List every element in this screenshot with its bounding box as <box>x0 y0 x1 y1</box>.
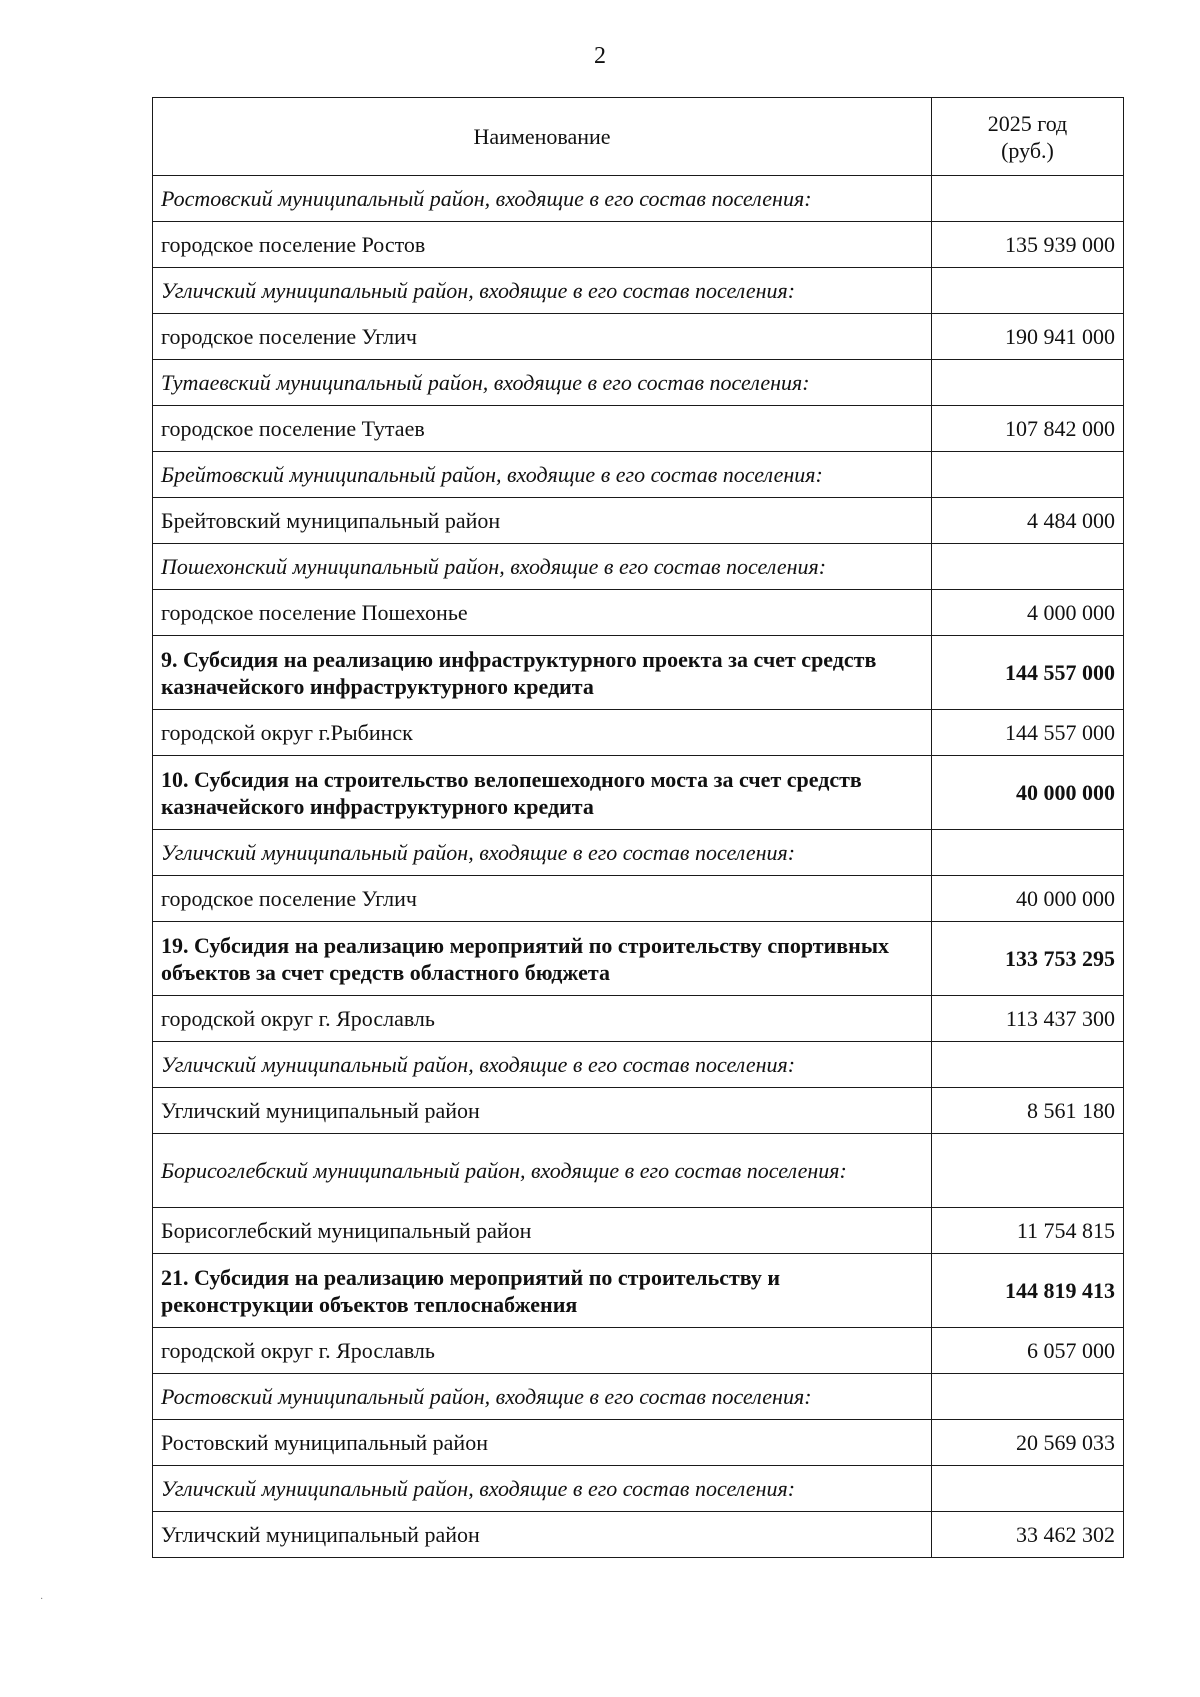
row-name: Угличский муниципальный район, входящие в его состав поселения: <box>153 1466 932 1512</box>
row-name: городское поселение Тутаев <box>153 406 932 452</box>
table-row-group <box>153 1042 1124 1088</box>
scan-speck: · <box>40 1594 44 1605</box>
table-row <box>153 498 1124 544</box>
table-row-section <box>153 922 1124 996</box>
row-name: Ростовский муниципальный район, входящие в его состав поселения: <box>153 176 932 222</box>
row-name: городское поселение Углич <box>153 314 932 360</box>
table-row-group <box>153 1374 1124 1420</box>
table-row-section <box>153 636 1124 710</box>
row-value: 135 939 000 <box>932 222 1124 268</box>
row-name: Ростовский муниципальный район <box>153 1420 932 1466</box>
row-name: Угличский муниципальный район, входящие в его состав поселения: <box>153 268 932 314</box>
row-name: Борисоглебский муниципальный район, входящие в его состав поселения: <box>153 1134 932 1208</box>
row-name: городской округ г. Ярославль <box>153 1328 932 1374</box>
row-name: Угличский муниципальный район <box>153 1088 932 1134</box>
section-name: 9. Субсидия на реализацию инфраструктурного проекта за счет средств казначейского инфраструктурного кредита <box>153 636 932 710</box>
table-row <box>153 314 1124 360</box>
row-value <box>932 1374 1124 1420</box>
table-row <box>153 996 1124 1042</box>
row-value: 11 754 815 <box>932 1208 1124 1254</box>
table-row <box>153 1208 1124 1254</box>
section-total: 40 000 000 <box>932 756 1124 830</box>
table-row <box>153 406 1124 452</box>
section-total: 144 557 000 <box>932 636 1124 710</box>
row-value: 40 000 000 <box>932 876 1124 922</box>
table-row <box>153 1420 1124 1466</box>
row-value: 144 557 000 <box>932 710 1124 756</box>
row-name: городской округ г.Рыбинск <box>153 710 932 756</box>
table-row <box>153 1328 1124 1374</box>
header-name: Наименование <box>153 98 932 176</box>
row-name: Угличский муниципальный район, входящие в его состав поселения: <box>153 1042 932 1088</box>
row-value: 190 941 000 <box>932 314 1124 360</box>
table-row-group <box>153 360 1124 406</box>
row-name: Тутаевский муниципальный район, входящие в его состав поселения: <box>153 360 932 406</box>
row-value <box>932 830 1124 876</box>
header-unit-label: (руб.) <box>1001 137 1054 163</box>
table-row <box>153 1088 1124 1134</box>
table-row-group <box>153 1466 1124 1512</box>
table-row-group <box>153 452 1124 498</box>
table-row-section <box>153 756 1124 830</box>
table-row-group <box>153 176 1124 222</box>
row-name: городское поселение Углич <box>153 876 932 922</box>
table-row-section <box>153 1254 1124 1328</box>
header-year-label: 2025 год <box>987 110 1068 136</box>
table-row-group <box>153 830 1124 876</box>
row-name: Брейтовский муниципальный район <box>153 498 932 544</box>
header-year <box>932 98 1124 176</box>
row-value: 107 842 000 <box>932 406 1124 452</box>
table-row <box>153 876 1124 922</box>
row-name: Угличский муниципальный район <box>153 1512 932 1558</box>
row-name: городское поселение Ростов <box>153 222 932 268</box>
table-row-group <box>153 268 1124 314</box>
page-number: 2 <box>594 43 606 69</box>
row-value: 113 437 300 <box>932 996 1124 1042</box>
row-value: 4 484 000 <box>932 498 1124 544</box>
row-value: 4 000 000 <box>932 590 1124 636</box>
section-total: 133 753 295 <box>932 922 1124 996</box>
row-value <box>932 176 1124 222</box>
table-row <box>153 710 1124 756</box>
section-name: 21. Субсидия на реализацию мероприятий по строительству и реконструкции объектов теплоснабжения <box>153 1254 932 1328</box>
row-value: 6 057 000 <box>932 1328 1124 1374</box>
row-value <box>932 268 1124 314</box>
row-value: 8 561 180 <box>932 1088 1124 1134</box>
row-value: 33 462 302 <box>932 1512 1124 1558</box>
section-name: 19. Субсидия на реализацию мероприятий по строительству спортивных объектов за счет средств областного бюджета <box>153 922 932 996</box>
row-value: 20 569 033 <box>932 1420 1124 1466</box>
row-value <box>932 1042 1124 1088</box>
row-name: Пошехонский муниципальный район, входящие в его состав поселения: <box>153 544 932 590</box>
table-row-group <box>153 1134 1124 1208</box>
table-row <box>153 590 1124 636</box>
row-name: городское поселение Пошехонье <box>153 590 932 636</box>
row-value <box>932 544 1124 590</box>
row-value <box>932 452 1124 498</box>
row-name: Брейтовский муниципальный район, входящие в его состав поселения: <box>153 452 932 498</box>
row-name: Угличский муниципальный район, входящие в его состав поселения: <box>153 830 932 876</box>
row-value <box>932 1466 1124 1512</box>
table-row-group <box>153 544 1124 590</box>
table-row <box>153 222 1124 268</box>
section-total: 144 819 413 <box>932 1254 1124 1328</box>
table-header-row <box>153 98 1124 176</box>
subsidy-table <box>152 97 1124 1558</box>
row-value <box>932 1134 1124 1208</box>
row-name: Борисоглебский муниципальный район <box>153 1208 932 1254</box>
section-name: 10. Субсидия на строительство велопешеходного моста за счет средств казначейского инфраструктурного кредита <box>153 756 932 830</box>
row-value <box>932 360 1124 406</box>
table-row <box>153 1512 1124 1558</box>
row-name: городской округ г. Ярославль <box>153 996 932 1042</box>
row-name: Ростовский муниципальный район, входящие в его состав поселения: <box>153 1374 932 1420</box>
